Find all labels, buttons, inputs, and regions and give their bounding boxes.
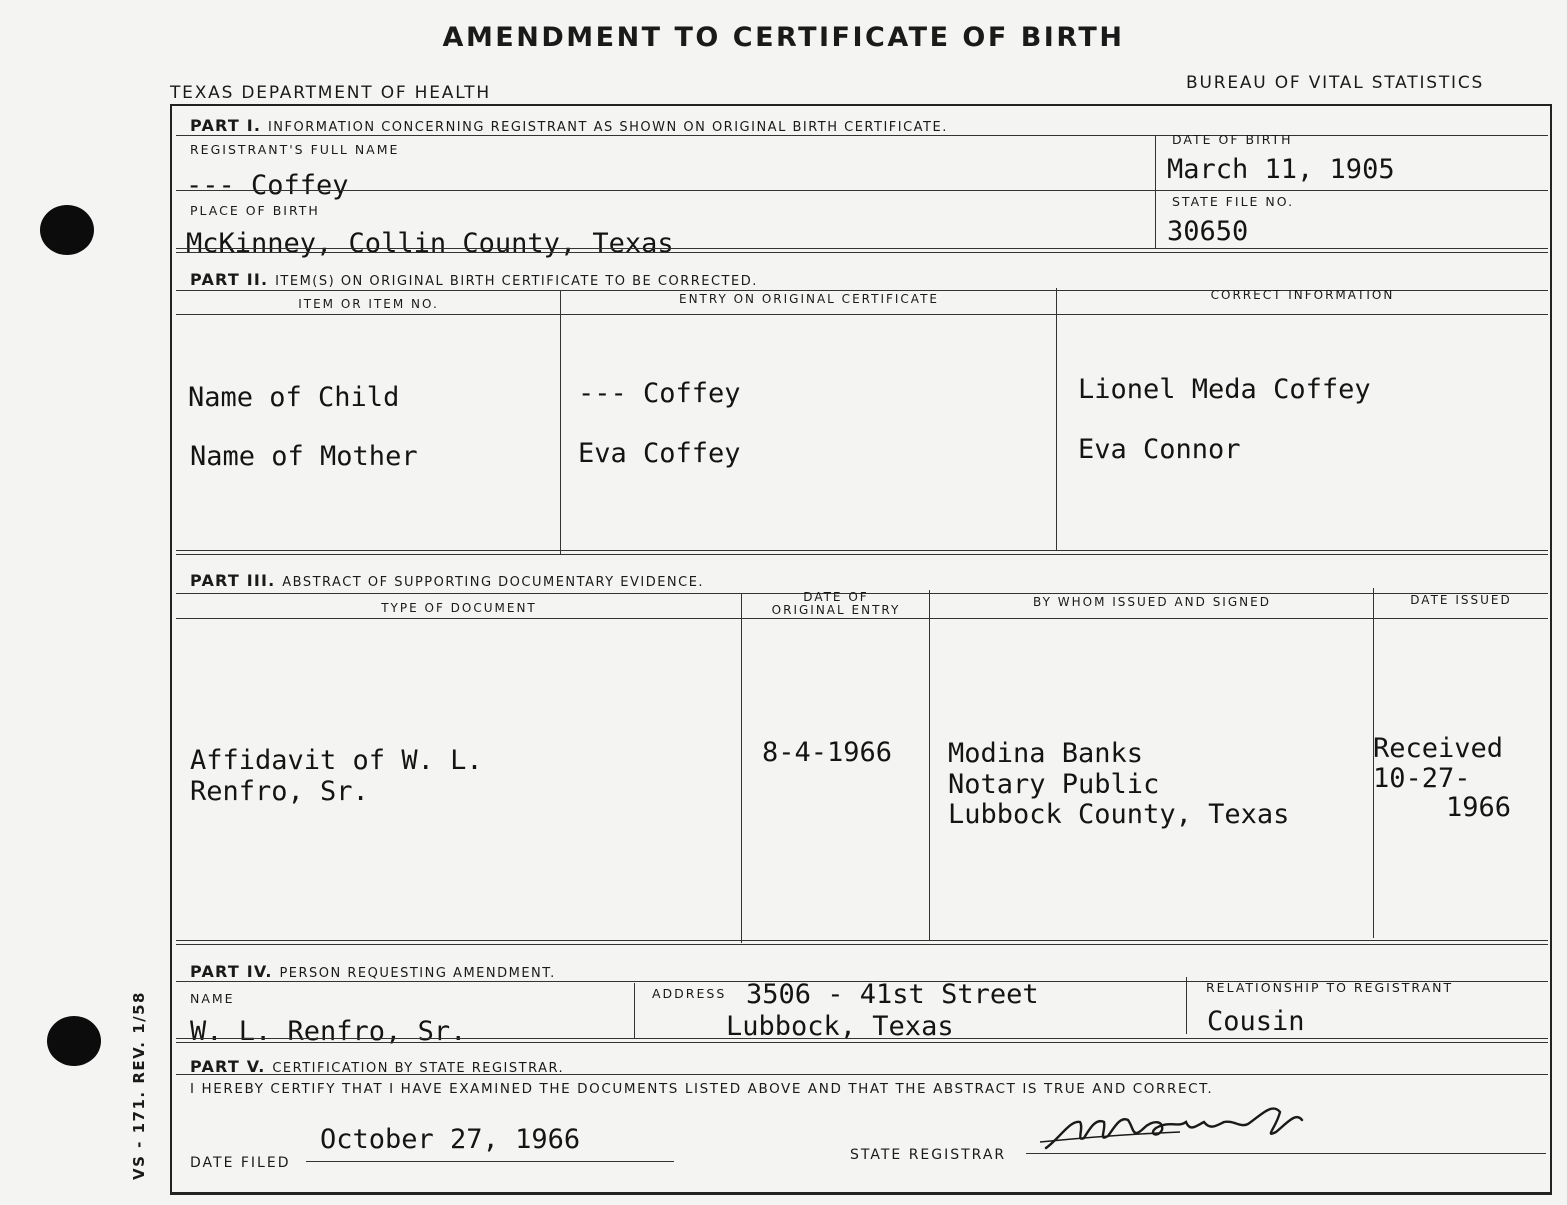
form-title: AMENDMENT TO CERTIFICATE OF BIRTH (442, 22, 1125, 53)
state-registrar-label: STATE REGISTRAR (850, 1147, 1007, 1163)
part3-heading (190, 571, 704, 590)
part3-title: ABSTRACT OF SUPPORTING DOCUMENTARY EVIDENCE. (282, 575, 705, 590)
part4-heading (190, 962, 556, 981)
col-entry-header: ENTRY ON ORIGINAL CERTIFICATE (679, 292, 939, 306)
address-line2: Lubbock, Texas (726, 1011, 954, 1042)
part3-prefix: PART III. (190, 571, 276, 590)
document-type-line1: Affidavit of W. L. (190, 745, 483, 776)
binder-hole-top (40, 205, 94, 255)
relationship-label: RELATIONSHIP TO REGISTRANT (1206, 980, 1454, 995)
correct-name-of-mother: Eva Connor (1078, 434, 1241, 465)
date-filed-value: October 27, 1966 (320, 1124, 581, 1155)
item-name-of-child: Name of Child (188, 382, 400, 413)
col-issuer-header: BY WHOM ISSUED AND SIGNED (1033, 595, 1271, 609)
divider (176, 940, 1548, 945)
divider (176, 248, 1548, 253)
divider (1155, 135, 1156, 249)
part1-prefix: PART I. (190, 116, 262, 135)
part1-heading (190, 116, 948, 135)
state-file-label: STATE FILE NO. (1172, 194, 1295, 209)
form-number: VS - 171. REV. 1/58 (130, 991, 148, 1180)
bureau-name: BUREAU OF VITAL STATISTICS (1186, 73, 1485, 93)
document-type-line2: Renfro, Sr. (190, 776, 369, 807)
registrar-signature (1040, 1098, 1320, 1160)
department-name: TEXAS DEPARTMENT OF HEALTH (170, 83, 491, 103)
col-date-entry-header-1: DATE OF (803, 590, 869, 604)
date-filed-label: DATE FILED (190, 1155, 291, 1171)
item-name-of-mother: Name of Mother (190, 441, 418, 472)
col-correct-header: CORRECT INFORMATION (1210, 288, 1395, 302)
date-filed-line (306, 1161, 674, 1162)
registrant-name-label: REGISTRANT'S FULL NAME (190, 142, 400, 157)
certification-statement: I HEREBY CERTIFY THAT I HAVE EXAMINED THE DOCUMENTS LISTED ABOVE AND THAT THE ABSTRACT IS TRUE AND CORRECT. (190, 1081, 1214, 1097)
signature-graphic (1040, 1098, 1320, 1160)
col-date-entry-header-2: ORIGINAL ENTRY (771, 603, 901, 617)
divider (1186, 977, 1187, 1034)
divider (176, 1074, 1548, 1075)
part1-title: INFORMATION CONCERNING REGISTRANT AS SHOWN ON ORIGINAL BIRTH CERTIFICATE. (267, 120, 948, 135)
dob-label: DATE OF BIRTH (1172, 132, 1293, 147)
divider (929, 590, 930, 941)
part2-title: ITEM(S) ON ORIGINAL BIRTH CERTIFICATE TO BE CORRECTED. (275, 274, 758, 289)
requester-name-label: NAME (190, 991, 235, 1006)
date-issued-line3: 1966 (1446, 792, 1512, 823)
divider (176, 550, 1548, 555)
part4-title: PERSON REQUESTING AMENDMENT. (279, 966, 556, 981)
dob-value: March 11, 1905 (1167, 154, 1395, 185)
correct-name-of-child: Lionel Meda Coffey (1078, 374, 1371, 405)
entry-name-of-child: --- Coffey (578, 378, 741, 409)
col-item-header: ITEM OR ITEM NO. (298, 297, 439, 311)
divider (176, 314, 1548, 315)
registrar-signature-text (1040, 1098, 1045, 1099)
divider (176, 1038, 1548, 1043)
divider (1056, 288, 1057, 550)
registrant-name-value: --- Coffey (186, 170, 349, 201)
address-line1: 3506 - 41st Street (746, 979, 1039, 1010)
col-type-header: TYPE OF DOCUMENT (381, 601, 537, 615)
col-date-issued-header: DATE ISSUED (1410, 593, 1512, 607)
entry-name-of-mother: Eva Coffey (578, 438, 741, 469)
divider (176, 190, 1548, 191)
relationship-value: Cousin (1207, 1006, 1305, 1037)
part2-heading (190, 270, 758, 289)
part4-prefix: PART IV. (190, 962, 273, 981)
state-file-value: 30650 (1167, 216, 1249, 247)
part5-prefix: PART V. (190, 1057, 266, 1076)
date-issued-line1: Received (1373, 733, 1504, 764)
requester-name-value: W. L. Renfro, Sr. (190, 1016, 467, 1047)
divider (176, 135, 1548, 136)
issuer-line1: Modina Banks (948, 738, 1144, 769)
divider (634, 983, 635, 1038)
date-original-entry: 8-4-1966 (762, 737, 893, 768)
date-issued-line2: 10-27- (1373, 763, 1471, 794)
place-of-birth-label: PLACE OF BIRTH (190, 203, 320, 218)
binder-hole-bottom (47, 1016, 101, 1066)
divider (741, 593, 742, 943)
divider (176, 618, 1548, 619)
part5-title: CERTIFICATION BY STATE REGISTRAR. (272, 1061, 565, 1076)
issuer-line3: Lubbock County, Texas (948, 799, 1290, 830)
place-of-birth-value: McKinney, Collin County, Texas (186, 228, 674, 259)
address-label: ADDRESS (652, 986, 727, 1001)
divider (560, 290, 561, 555)
issuer-line2: Notary Public (948, 769, 1160, 800)
part2-prefix: PART II. (190, 270, 269, 289)
